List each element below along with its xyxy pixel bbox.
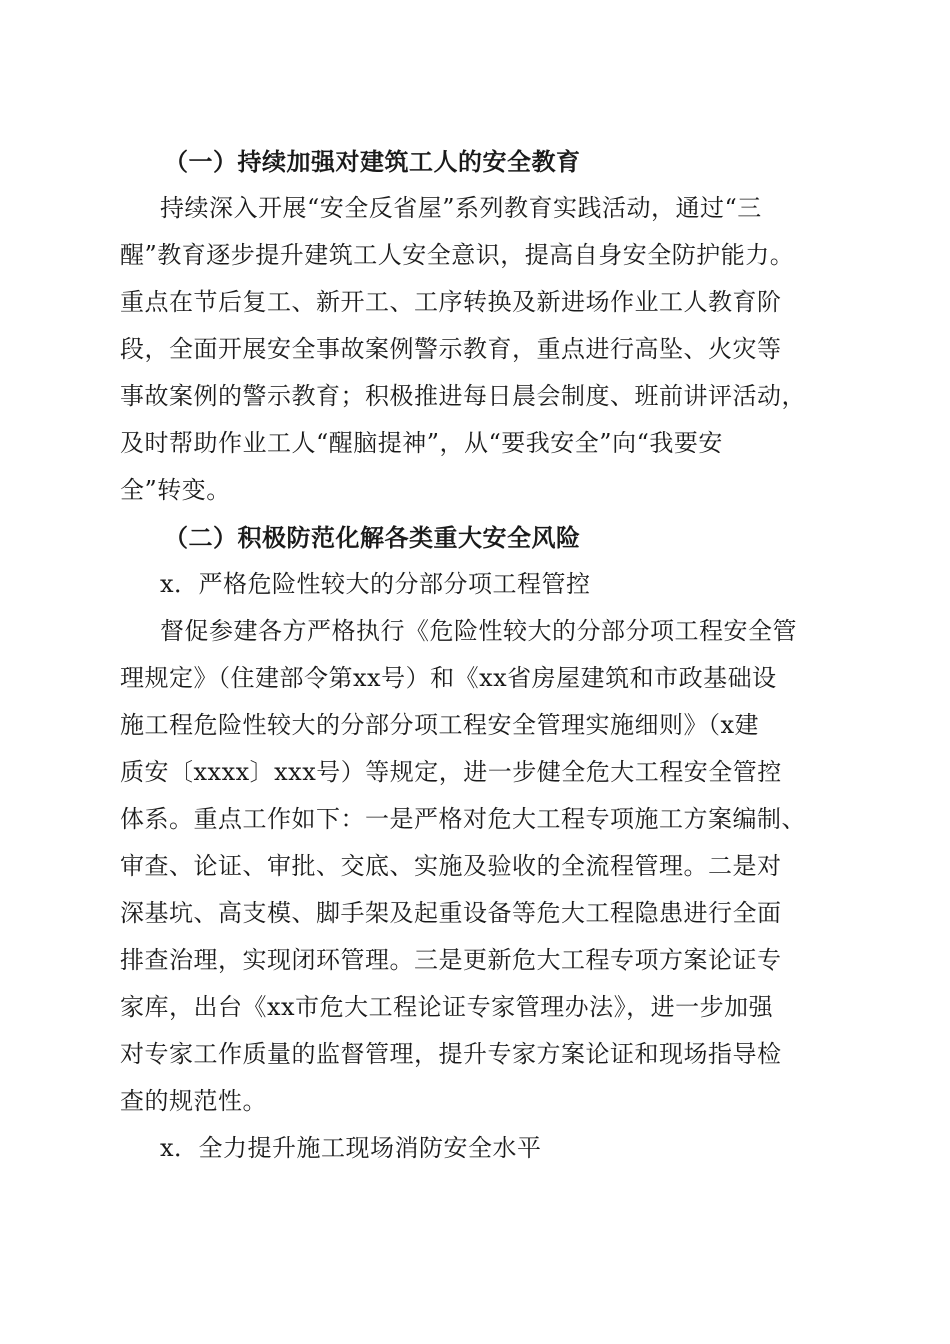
paragraph-line: 深基坑、高支模、脚手架及起重设备等危大工程隐患进行全面 (120, 899, 782, 927)
paragraph-line: 质安〔xxxx〕xxx号）等规定，进一步健全危大工程安全管控 (120, 758, 782, 786)
section-heading-2: （二）积极防范化解各类重大安全风险 (164, 523, 581, 552)
paragraph-line: 事故案例的警示教育；积极推进每日晨会制度、班前讲评活动， (120, 382, 806, 410)
section-1-paragraph (120, 185, 832, 514)
item-title-2: x．全力提升施工现场消防安全水平 (160, 1134, 542, 1162)
item-title-1: x．严格危险性较大的分部分项工程管控 (160, 570, 591, 598)
paragraph-line: 对专家工作质量的监督管理，提升专家方案论证和现场指导检 (120, 1040, 782, 1068)
paragraph-line: 理规定》（住建部令第xx号）和《xx省房屋建筑和市政基础设 (120, 664, 777, 692)
paragraph-line: 及时帮助作业工人“醒脑提神”，从“要我安全”向“我要安 (120, 429, 723, 457)
paragraph-line: 施工程危险性较大的分部分项工程安全管理实施细则》（x建 (120, 711, 760, 739)
paragraph-line: 体系。重点工作如下：一是严格对危大工程专项施工方案编制、 (120, 805, 806, 833)
paragraph-line: 排查治理，实现闭环管理。三是更新危大工程专项方案论证专 (120, 946, 782, 974)
paragraph-line: 醒”教育逐步提升建筑工人安全意识，提高自身安全防护能力。 (120, 241, 795, 269)
paragraph-line: 家库，出台《xx市危大工程论证专家管理办法》，进一步加强 (120, 993, 774, 1021)
paragraph-line: 查的规范性。 (120, 1087, 267, 1115)
section-heading-1: （一）持续加强对建筑工人的安全教育 (164, 147, 581, 176)
paragraph-line: 重点在节后复工、新开工、工序转换及新进场作业工人教育阶 (120, 288, 782, 316)
paragraph-line: 审查、论证、审批、交底、实施及验收的全流程管理。二是对 (120, 852, 782, 880)
paragraph-line: 持续深入开展“安全反省屋”系列教育实践活动，通过“三 (160, 194, 762, 222)
item-1-paragraph (120, 608, 832, 1125)
paragraph-line: 段，全面开展安全事故案例警示教育，重点进行高坠、火灾等 (120, 335, 782, 363)
paragraph-line: 督促参建各方严格执行《危险性较大的分部分项工程安全管 (160, 617, 797, 645)
paragraph-line: 全”转变。 (120, 476, 231, 504)
document-body (120, 138, 832, 1172)
